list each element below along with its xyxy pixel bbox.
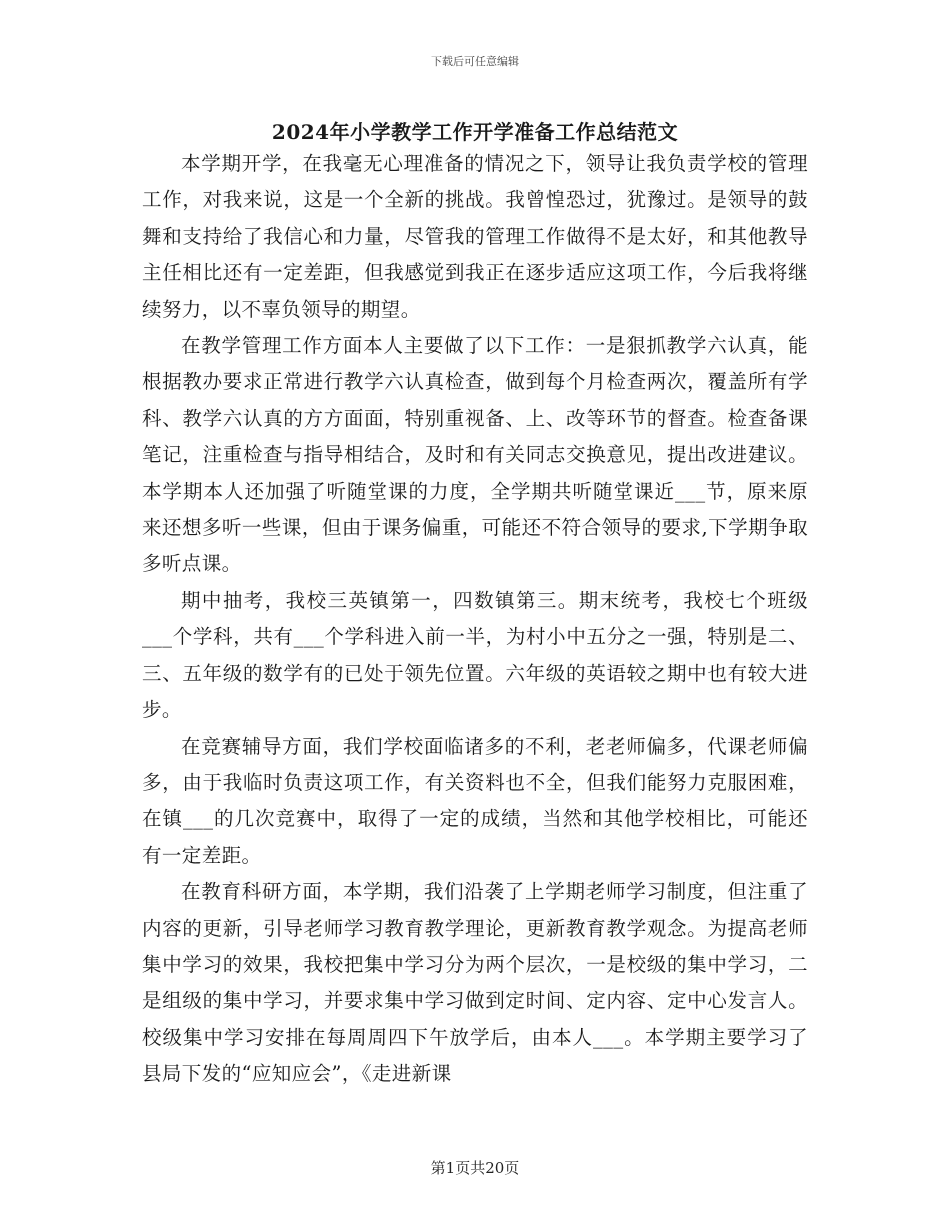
- paragraph: 在竞赛辅导方面，我们学校面临诸多的不利，老老师偏多，代课老师偏多，由于我临时负责这项工作，有关资料也不全，但我们能努力克服困难，在镇___的几次竞赛中，取得了一定的成绩，当然和其他学校相比，可能还有一定差距。: [142, 734, 808, 867]
- document-body: [142, 146, 808, 1093]
- paragraph: 在教学管理工作方面本人主要做了以下工作：一是狠抓教学六认真，能根据教办要求正常进行教学六认真检查，做到每个月检查两次，覆盖所有学科、教学六认真的方方面面，特别重视备、上、改等环节的督查。检查备课笔记，注重检查与指导相结合，及时和有关同志交换意见，提出改进建议。本学期本人还加强了听随堂课的力度，全学期共听随堂课近___节，原来原来还想多听一些课，但由于课务偏重，可能还不符合领导的要求,下学期争取多听点课。: [142, 334, 808, 576]
- paragraph: 本学期开学，在我毫无心理准备的情况之下，领导让我负责学校的管理工作，对我来说，这是一个全新的挑战。我曾惶恐过，犹豫过。是领导的鼓舞和支持给了我信心和力量，尽管我的管理工作做得不是太好，和其他教导主任相比还有一定差距，但我感觉到我正在逐步适应这项工作，今后我将继续努力，以不辜负领导的期望。: [142, 152, 808, 321]
- paragraph: 在教育科研方面，本学期，我们沿袭了上学期老师学习制度，但注重了内容的更新，引导老师学习教育教学理论，更新教育教学观念。为提高老师集中学习的效果，我校把集中学习分为两个层次，一是校级的集中学习，二是组级的集中学习，并要求集中学习做到定时间、定内容、定中心发言人。校级集中学习安排在每周周四下午放学后，由本人___。本学期主要学习了县局下发的“应知应会”，《走进新课: [142, 880, 808, 1086]
- page-footer: 第1页共20页: [430, 1159, 520, 1177]
- paragraph: 期中抽考，我校三英镇第一，四数镇第三。期末统考，我校七个班级___个学科，共有___个学科进入前一半，为村小中五分之一强，特别是二、三、五年级的数学有的已处于领先位置。六年级的英语较之期中也有较大进步。: [142, 588, 808, 722]
- header-note: 下载后可任意编辑: [431, 55, 519, 68]
- document-title: 2024年小学教学工作开学准备工作总结范文: [271, 120, 679, 144]
